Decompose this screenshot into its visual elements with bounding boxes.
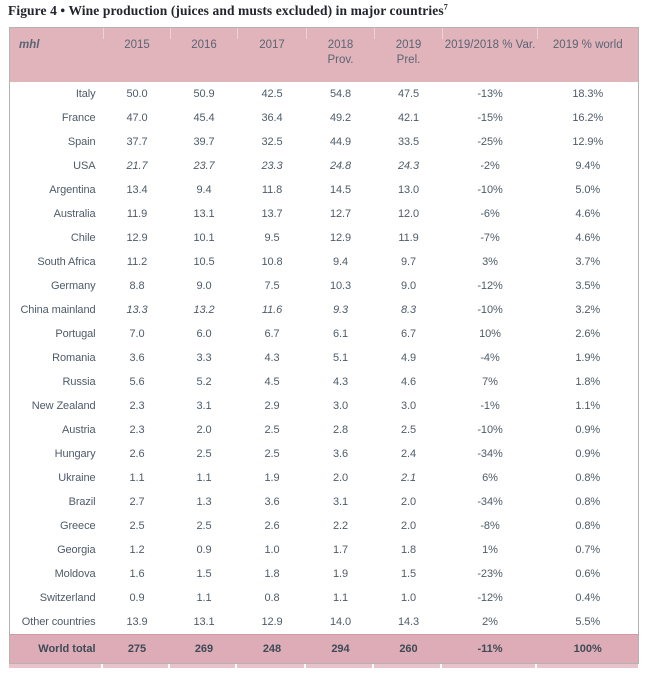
- world-share-cell: 2.6%: [538, 322, 639, 346]
- country-label: Australia: [10, 202, 104, 226]
- variation-cell: -15%: [443, 106, 538, 130]
- header-row: [10, 28, 639, 83]
- table-row: [10, 322, 639, 346]
- value-2017: 2.5: [238, 418, 307, 442]
- world-share-cell: 4.6%: [538, 202, 639, 226]
- value-2018: 54.8: [307, 82, 375, 106]
- variation-cell: -12%: [443, 586, 538, 610]
- value-2017: 6.7: [238, 322, 307, 346]
- value-2018: 44.9: [307, 130, 375, 154]
- variation-cell: -34%: [443, 490, 538, 514]
- value-2019: 42.1: [375, 106, 443, 130]
- value-2018: 12.9: [307, 226, 375, 250]
- value-2018: 5.1: [307, 346, 375, 370]
- value-2018: 49.2: [307, 106, 375, 130]
- value-2015: 2.6: [104, 442, 171, 466]
- table-row: [10, 394, 639, 418]
- column-header-2018-prov: 2018 Prov.: [307, 28, 375, 83]
- world-share-cell: 4.6%: [538, 226, 639, 250]
- variation-cell: 1%: [443, 538, 538, 562]
- variation-cell: -10%: [443, 298, 538, 322]
- value-2018: 3.6: [307, 442, 375, 466]
- table-row: [10, 226, 639, 250]
- value-2018: 1.7: [307, 538, 375, 562]
- country-label: Italy: [10, 82, 104, 106]
- table-row: [10, 82, 639, 106]
- variation-cell: -12%: [443, 274, 538, 298]
- country-label: Russia: [10, 370, 104, 394]
- value-2016: 6.0: [171, 322, 238, 346]
- value-2019: 1.5: [375, 562, 443, 586]
- value-2019: 2.0: [375, 514, 443, 538]
- value-2017: 12.9: [238, 610, 307, 635]
- table-header: [10, 28, 639, 83]
- column-header-2015: 2015: [104, 28, 171, 83]
- value-2015: 1.6: [104, 562, 171, 586]
- table-row: [10, 346, 639, 370]
- variation-cell: -6%: [443, 202, 538, 226]
- value-2019: 2.5: [375, 418, 443, 442]
- value-2015: 8.8: [104, 274, 171, 298]
- country-label: Hungary: [10, 442, 104, 466]
- total-2017: 248: [238, 635, 307, 664]
- variation-cell: -25%: [443, 130, 538, 154]
- country-label: France: [10, 106, 104, 130]
- total-world-share: 100%: [538, 635, 639, 664]
- value-2016: 3.1: [171, 394, 238, 418]
- table-row: [10, 370, 639, 394]
- world-share-cell: 0.8%: [538, 514, 639, 538]
- value-2018: 9.4: [307, 250, 375, 274]
- value-2015: 13.3: [104, 298, 171, 322]
- value-2019: 1.8: [375, 538, 443, 562]
- value-2017: 42.5: [238, 82, 307, 106]
- world-share-cell: 0.9%: [538, 418, 639, 442]
- world-share-cell: 1.9%: [538, 346, 639, 370]
- world-share-cell: 3.2%: [538, 298, 639, 322]
- table-row: [10, 202, 639, 226]
- table-footer: [10, 635, 639, 664]
- table-row: [10, 514, 639, 538]
- value-2015: 50.0: [104, 82, 171, 106]
- world-share-cell: 1.8%: [538, 370, 639, 394]
- country-label: Argentina: [10, 178, 104, 202]
- figure-title: [0, 0, 650, 19]
- variation-cell: -1%: [443, 394, 538, 418]
- column-header-variation: 2019/2018 % Var.: [443, 28, 538, 83]
- value-2016: 23.7: [171, 154, 238, 178]
- world-share-cell: 0.4%: [538, 586, 639, 610]
- value-2015: 47.0: [104, 106, 171, 130]
- country-label: Ukraine: [10, 466, 104, 490]
- value-2016: 39.7: [171, 130, 238, 154]
- value-2018: 4.3: [307, 370, 375, 394]
- table-row: [10, 538, 639, 562]
- footnote-marker: 7: [443, 2, 448, 12]
- country-label: Germany: [10, 274, 104, 298]
- value-2016: 50.9: [171, 82, 238, 106]
- world-share-cell: 0.7%: [538, 538, 639, 562]
- value-2017: 1.9: [238, 466, 307, 490]
- value-2018: 2.0: [307, 466, 375, 490]
- table-row: [10, 490, 639, 514]
- world-share-cell: 5.0%: [538, 178, 639, 202]
- world-share-cell: 3.5%: [538, 274, 639, 298]
- value-2019: 33.5: [375, 130, 443, 154]
- variation-cell: -10%: [443, 178, 538, 202]
- value-2017: 0.8: [238, 586, 307, 610]
- value-2015: 21.7: [104, 154, 171, 178]
- value-2016: 2.5: [171, 442, 238, 466]
- value-2019: 14.3: [375, 610, 443, 635]
- value-2019: 9.0: [375, 274, 443, 298]
- value-2019: 4.9: [375, 346, 443, 370]
- value-2015: 13.4: [104, 178, 171, 202]
- value-2015: 7.0: [104, 322, 171, 346]
- value-2019: 11.9: [375, 226, 443, 250]
- world-share-cell: 0.8%: [538, 490, 639, 514]
- value-2019: 2.4: [375, 442, 443, 466]
- value-2016: 2.5: [171, 514, 238, 538]
- table-row: [10, 610, 639, 635]
- total-2019: 260: [375, 635, 443, 664]
- value-2017: 2.6: [238, 514, 307, 538]
- value-2016: 3.3: [171, 346, 238, 370]
- wine-production-table-wrap: [9, 27, 638, 668]
- value-2015: 2.7: [104, 490, 171, 514]
- world-share-cell: 0.6%: [538, 562, 639, 586]
- world-share-cell: 18.3%: [538, 82, 639, 106]
- value-2017: 32.5: [238, 130, 307, 154]
- country-label: South Africa: [10, 250, 104, 274]
- value-2017: 23.3: [238, 154, 307, 178]
- country-label: Switzerland: [10, 586, 104, 610]
- country-label: Austria: [10, 418, 104, 442]
- column-header-2017: 2017: [238, 28, 307, 83]
- table-row: [10, 442, 639, 466]
- table-row: [10, 106, 639, 130]
- value-2019: 3.0: [375, 394, 443, 418]
- world-share-cell: 1.1%: [538, 394, 639, 418]
- total-2018: 294: [307, 635, 375, 664]
- value-2018: 12.7: [307, 202, 375, 226]
- value-2019: 4.6: [375, 370, 443, 394]
- country-label: Georgia: [10, 538, 104, 562]
- country-label: New Zealand: [10, 394, 104, 418]
- value-2015: 3.6: [104, 346, 171, 370]
- variation-cell: -7%: [443, 226, 538, 250]
- variation-cell: -13%: [443, 82, 538, 106]
- value-2019: 2.0: [375, 490, 443, 514]
- value-2015: 2.3: [104, 394, 171, 418]
- value-2019: 9.7: [375, 250, 443, 274]
- value-2016: 10.5: [171, 250, 238, 274]
- value-2017: 1.8: [238, 562, 307, 586]
- value-2017: 9.5: [238, 226, 307, 250]
- country-label: Chile: [10, 226, 104, 250]
- table-row: [10, 250, 639, 274]
- country-label: China mainland: [10, 298, 104, 322]
- value-2015: 13.9: [104, 610, 171, 635]
- unit-label: mhl: [10, 28, 104, 83]
- value-2016: 9.0: [171, 274, 238, 298]
- world-total-row: [10, 635, 639, 664]
- table-row: [10, 298, 639, 322]
- value-2015: 11.2: [104, 250, 171, 274]
- value-2016: 9.4: [171, 178, 238, 202]
- world-share-cell: 0.9%: [538, 442, 639, 466]
- world-share-cell: 3.7%: [538, 250, 639, 274]
- country-label: Brazil: [10, 490, 104, 514]
- value-2017: 3.6: [238, 490, 307, 514]
- value-2018: 2.2: [307, 514, 375, 538]
- country-label: Romania: [10, 346, 104, 370]
- value-2017: 1.0: [238, 538, 307, 562]
- value-2016: 13.1: [171, 610, 238, 635]
- value-2015: 5.6: [104, 370, 171, 394]
- value-2019: 47.5: [375, 82, 443, 106]
- value-2016: 1.1: [171, 586, 238, 610]
- country-label: Greece: [10, 514, 104, 538]
- country-label: Moldova: [10, 562, 104, 586]
- world-share-cell: 5.5%: [538, 610, 639, 635]
- bottom-border-strip: [9, 664, 638, 668]
- table-body: [10, 82, 639, 635]
- value-2018: 3.0: [307, 394, 375, 418]
- value-2017: 4.5: [238, 370, 307, 394]
- variation-cell: 6%: [443, 466, 538, 490]
- value-2018: 14.0: [307, 610, 375, 635]
- value-2015: 1.2: [104, 538, 171, 562]
- world-share-cell: 9.4%: [538, 154, 639, 178]
- value-2015: 2.5: [104, 514, 171, 538]
- value-2018: 24.8: [307, 154, 375, 178]
- value-2018: 1.1: [307, 586, 375, 610]
- value-2017: 13.7: [238, 202, 307, 226]
- value-2018: 10.3: [307, 274, 375, 298]
- table-row: [10, 466, 639, 490]
- total-2015: 275: [104, 635, 171, 664]
- variation-cell: -8%: [443, 514, 538, 538]
- value-2019: 24.3: [375, 154, 443, 178]
- country-label: USA: [10, 154, 104, 178]
- value-2015: 12.9: [104, 226, 171, 250]
- value-2018: 2.8: [307, 418, 375, 442]
- value-2016: 2.0: [171, 418, 238, 442]
- variation-cell: -10%: [443, 418, 538, 442]
- table-row: [10, 274, 639, 298]
- value-2016: 13.2: [171, 298, 238, 322]
- total-variation: -11%: [443, 635, 538, 664]
- country-label: Other countries: [10, 610, 104, 635]
- world-share-cell: 12.9%: [538, 130, 639, 154]
- value-2017: 2.9: [238, 394, 307, 418]
- table-row: [10, 562, 639, 586]
- value-2019: 6.7: [375, 322, 443, 346]
- value-2017: 7.5: [238, 274, 307, 298]
- value-2016: 1.1: [171, 466, 238, 490]
- value-2018: 3.1: [307, 490, 375, 514]
- value-2015: 1.1: [104, 466, 171, 490]
- variation-cell: 2%: [443, 610, 538, 635]
- value-2018: 9.3: [307, 298, 375, 322]
- value-2019: 13.0: [375, 178, 443, 202]
- value-2015: 0.9: [104, 586, 171, 610]
- value-2015: 37.7: [104, 130, 171, 154]
- value-2018: 6.1: [307, 322, 375, 346]
- value-2015: 11.9: [104, 202, 171, 226]
- table-row: [10, 130, 639, 154]
- variation-cell: -2%: [443, 154, 538, 178]
- value-2016: 1.3: [171, 490, 238, 514]
- variation-cell: -4%: [443, 346, 538, 370]
- variation-cell: 7%: [443, 370, 538, 394]
- value-2016: 0.9: [171, 538, 238, 562]
- value-2018: 1.9: [307, 562, 375, 586]
- value-2017: 4.3: [238, 346, 307, 370]
- value-2019: 12.0: [375, 202, 443, 226]
- value-2017: 10.8: [238, 250, 307, 274]
- table-row: [10, 418, 639, 442]
- value-2019: 2.1: [375, 466, 443, 490]
- value-2019: 8.3: [375, 298, 443, 322]
- value-2017: 2.5: [238, 442, 307, 466]
- country-label: Spain: [10, 130, 104, 154]
- figure-title-text: Figure 4 • Wine production (juices and musts excluded) in major countries: [8, 3, 444, 18]
- value-2016: 10.1: [171, 226, 238, 250]
- variation-cell: 3%: [443, 250, 538, 274]
- total-2016: 269: [171, 635, 238, 664]
- variation-cell: -34%: [443, 442, 538, 466]
- value-2017: 36.4: [238, 106, 307, 130]
- variation-cell: -23%: [443, 562, 538, 586]
- value-2018: 14.5: [307, 178, 375, 202]
- country-label: Portugal: [10, 322, 104, 346]
- value-2016: 5.2: [171, 370, 238, 394]
- wine-production-table: [9, 27, 639, 664]
- table-row: [10, 178, 639, 202]
- column-header-world-share: 2019 % world: [538, 28, 639, 83]
- value-2016: 1.5: [171, 562, 238, 586]
- world-share-cell: 16.2%: [538, 106, 639, 130]
- world-total-label: World total: [10, 635, 104, 664]
- table-row: [10, 154, 639, 178]
- column-header-2019-prel: 2019 Prel.: [375, 28, 443, 83]
- value-2016: 13.1: [171, 202, 238, 226]
- column-header-2016: 2016: [171, 28, 238, 83]
- table-row: [10, 586, 639, 610]
- variation-cell: 10%: [443, 322, 538, 346]
- value-2016: 45.4: [171, 106, 238, 130]
- value-2017: 11.6: [238, 298, 307, 322]
- value-2015: 2.3: [104, 418, 171, 442]
- value-2019: 1.0: [375, 586, 443, 610]
- world-share-cell: 0.8%: [538, 466, 639, 490]
- value-2017: 11.8: [238, 178, 307, 202]
